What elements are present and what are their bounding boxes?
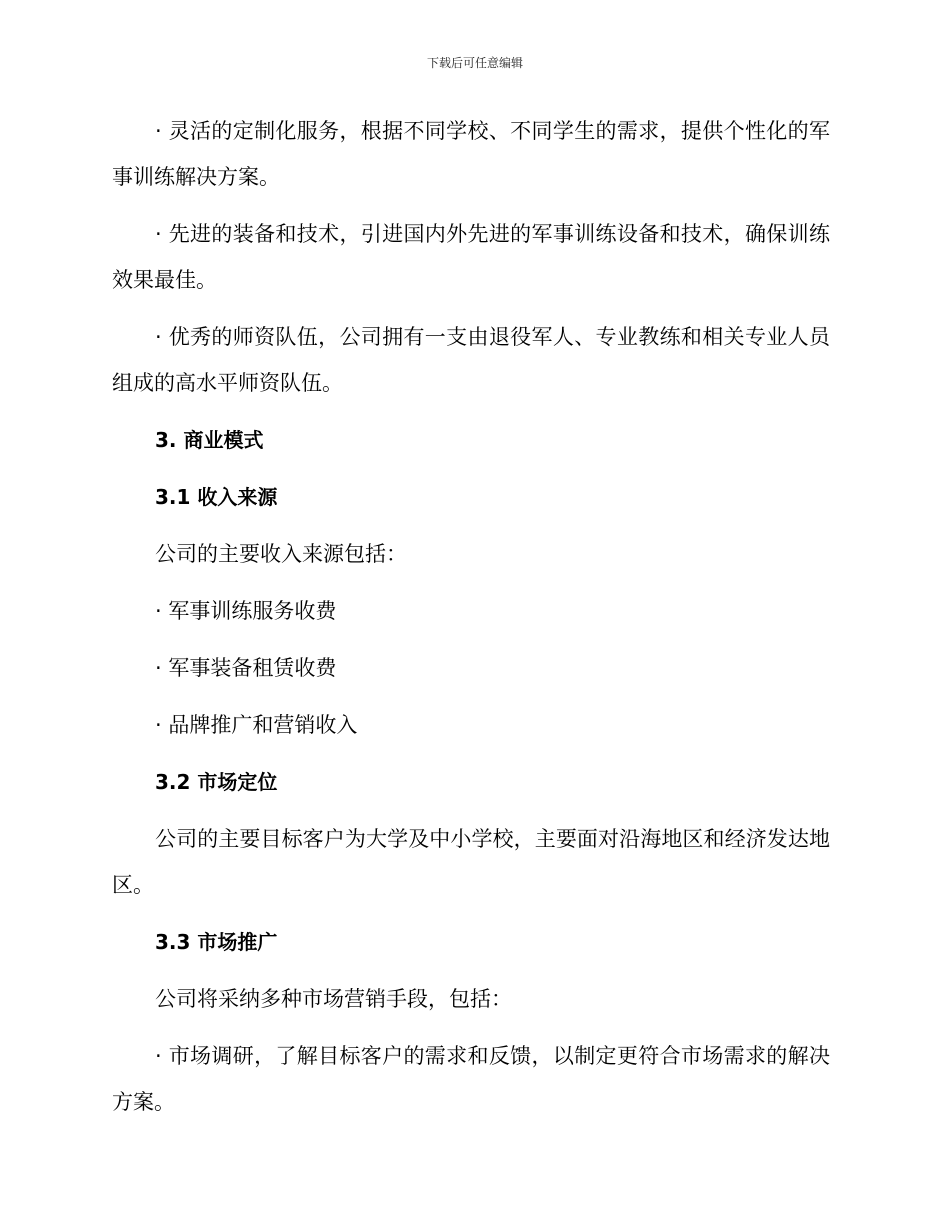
paragraph-promotion-intro: 公司将采纳多种市场营销手段，包括：	[155, 987, 512, 1011]
paragraph-revenue-intro: 公司的主要收入来源包括：	[155, 542, 407, 566]
subsection-heading-revenue: 3.1 收入来源	[155, 485, 278, 509]
paragraph-positioning: 公司的主要目标客户为大学及中小学校，主要面对沿海地区和经济发达地区。	[112, 827, 830, 897]
document-body	[112, 108, 830, 1125]
subsection-heading-positioning: 3.2 市场定位	[155, 770, 278, 794]
list-item-equipment-rental: · 军事装备租赁收费	[155, 656, 337, 680]
paragraph-teaching-staff: · 优秀的师资队伍，公司拥有一支由退役军人、专业教练和相关专业人员组成的高水平师资队伍。	[112, 325, 830, 395]
list-item-brand-marketing: · 品牌推广和营销收入	[155, 713, 358, 737]
section-heading-business-model: 3. 商业模式	[155, 428, 264, 452]
page-header: 下载后可任意编辑	[426, 56, 523, 70]
paragraph-customized-service: · 灵活的定制化服务，根据不同学校、不同学生的需求，提供个性化的军事训练解决方案。	[112, 119, 830, 189]
subsection-heading-promotion: 3.3 市场推广	[155, 930, 278, 954]
list-item-training-fee: · 军事训练服务收费	[155, 599, 337, 623]
paragraph-market-research: · 市场调研，了解目标客户的需求和反馈，以制定更符合市场需求的解决方案。	[112, 1044, 830, 1114]
paragraph-advanced-equipment: · 先进的装备和技术，引进国内外先进的军事训练设备和技术，确保训练效果最佳。	[112, 222, 830, 292]
